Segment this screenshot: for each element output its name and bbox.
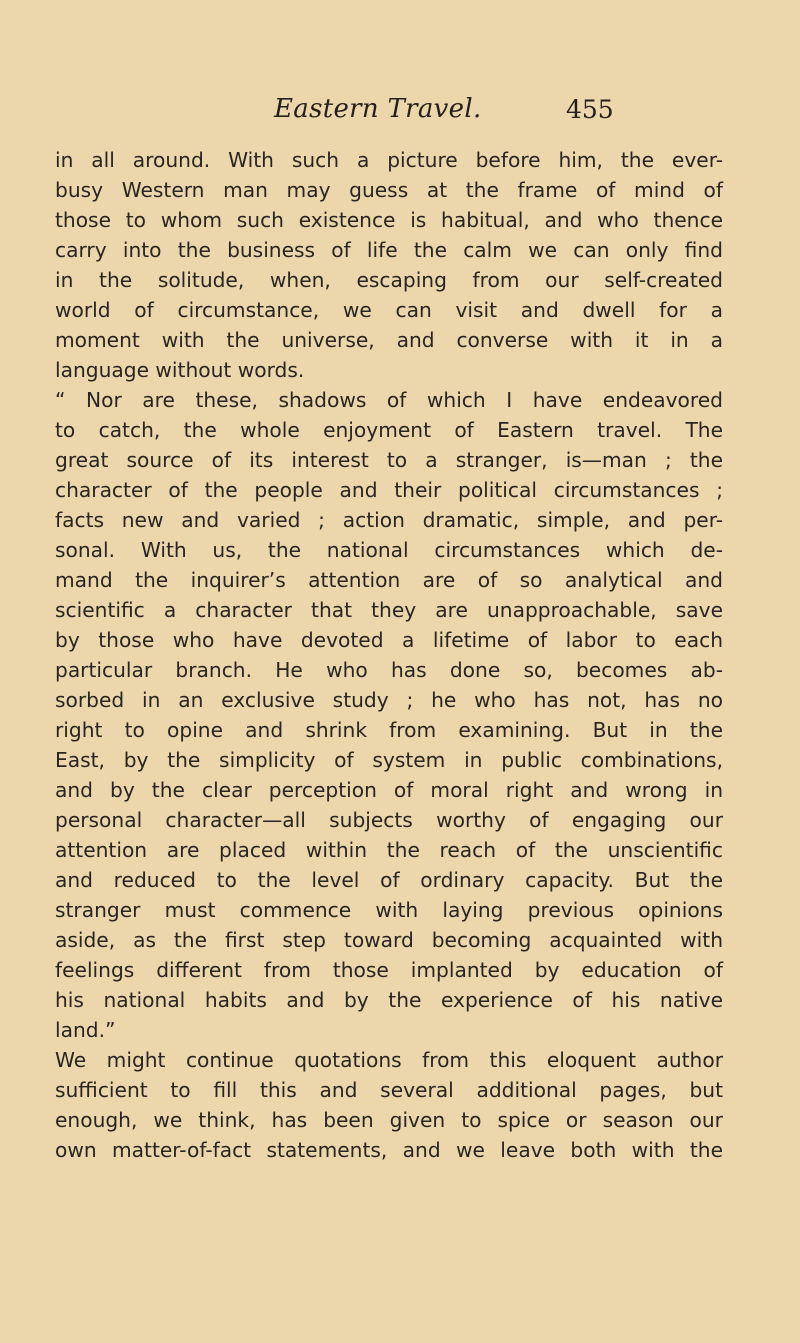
- text-line: in the solitude, when, escaping from our self-created: [55, 268, 723, 292]
- text-line: land.”: [55, 1018, 116, 1042]
- text-line: carry into the business of life the calm we can only find: [55, 238, 723, 262]
- text-line: character of the people and their political circumstances ;: [55, 478, 723, 502]
- text-line: aside, as the first step toward becoming acquainted with: [55, 928, 723, 952]
- running-head: [0, 88, 800, 128]
- text-line: sufficient to fill this and several additional pages, but: [55, 1078, 723, 1102]
- text-line: own matter-of-fact statements, and we leave both with the: [55, 1138, 723, 1162]
- running-title: Eastern Travel.: [274, 94, 482, 124]
- text-line: We might continue quotations from this eloquent author: [55, 1048, 723, 1072]
- text-line: moment with the universe, and converse with it in a: [55, 328, 723, 352]
- text-line: stranger must commence with laying previous opinions: [55, 898, 723, 922]
- text-line: feelings different from those implanted by education of: [55, 958, 723, 982]
- text-line: those to whom such existence is habitual, and who thence: [55, 208, 723, 232]
- text-line: particular branch. He who has done so, becomes ab-: [55, 658, 723, 682]
- text-line: great source of its interest to a stranger, is—man ; the: [55, 448, 723, 472]
- text-line: attention are placed within the reach of the unscientific: [55, 838, 723, 862]
- text-line: East, by the simplicity of system in public combinations,: [55, 748, 723, 772]
- text-line: enough, we think, has been given to spice or season our: [55, 1108, 723, 1132]
- body-text: [55, 145, 723, 1165]
- text-line: sorbed in an exclusive study ; he who has not, has no: [55, 688, 723, 712]
- text-line: sonal. With us, the national circumstances which de-: [55, 538, 723, 562]
- text-line: in all around. With such a picture before him, the ever-: [55, 148, 723, 172]
- text-line: and by the clear perception of moral right and wrong in: [55, 778, 723, 802]
- page-number: 455: [566, 95, 614, 124]
- text-line: right to opine and shrink from examining. But in the: [55, 718, 723, 742]
- text-line: mand the inquirer’s attention are of so analytical and: [55, 568, 723, 592]
- text-line: scientific a character that they are unapproachable, save: [55, 598, 723, 622]
- text-line: language without words.: [55, 358, 305, 382]
- text-line: world of circumstance, we can visit and dwell for a: [55, 298, 723, 322]
- text-line: “ Nor are these, shadows of which I have endeavored: [55, 388, 723, 412]
- text-line: busy Western man may guess at the frame of mind of: [55, 178, 723, 202]
- text-line: and reduced to the level of ordinary capacity. But the: [55, 868, 723, 892]
- text-line: personal character—all subjects worthy of engaging our: [55, 808, 723, 832]
- text-line: his national habits and by the experience of his native: [55, 988, 723, 1012]
- text-line: by those who have devoted a lifetime of labor to each: [55, 628, 723, 652]
- text-line: facts new and varied ; action dramatic, simple, and per-: [55, 508, 723, 532]
- text-line: to catch, the whole enjoyment of Eastern travel. The: [55, 418, 723, 442]
